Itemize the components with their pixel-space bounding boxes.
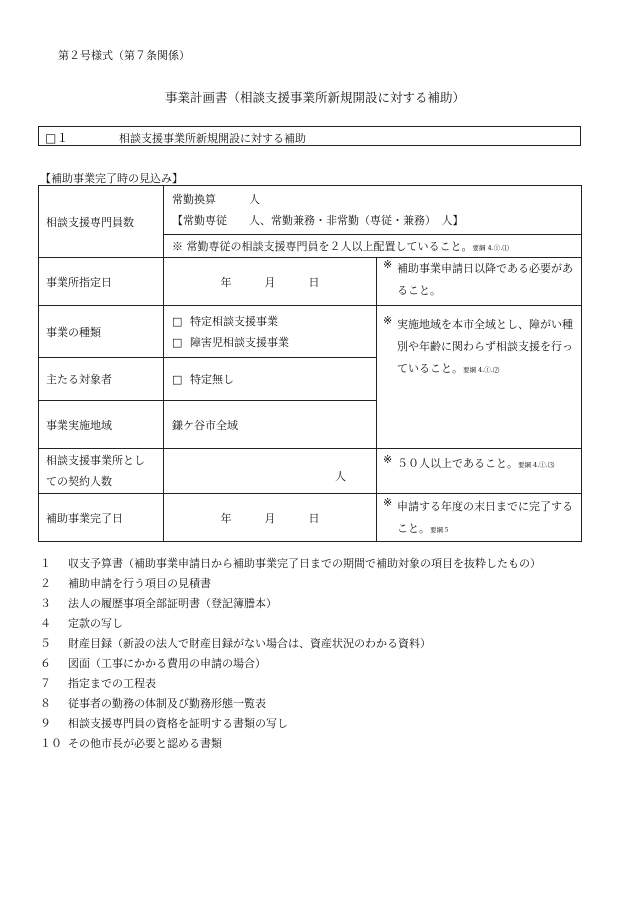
subsidy-type-box — [38, 126, 581, 146]
row-designation — [39, 258, 582, 306]
business-type-options — [164, 306, 377, 358]
list-item: １０ その他市長が必要と認める書類 — [40, 737, 222, 750]
list-item: ３ 法人の履歴事項全部証明書（登記簿謄本） — [40, 597, 277, 610]
designation-note-text: 補助事業申請日以降である必要があること。 — [397, 262, 573, 297]
designation-label: 事業所指定日 — [39, 258, 164, 306]
list-item: ２ 補助申請を行う項目の見積書 — [40, 577, 211, 590]
document-title: 事業計画書（相談支援事業所新規開設に対する補助） — [164, 90, 465, 105]
row-contracts — [39, 449, 582, 494]
note-mark: ※ — [383, 453, 393, 466]
note-mark: ※ — [383, 314, 393, 327]
subsidy-type-checkbox[interactable]: □１ — [45, 131, 69, 145]
business-type-note-ref: 要綱 4.①.⑵ — [463, 366, 500, 374]
note-mark: ※ — [383, 496, 393, 509]
business-type-note-text: 実施地域を本市全域とし、障がい種別や年齢に関わらず相談支援を行っていること。 — [397, 318, 573, 375]
contracts-label: 相談支援事業所とし ての契約人数 — [39, 449, 164, 494]
option-specific-consultation[interactable]: □ 特定相談支援事業 — [172, 311, 376, 332]
completion-note: ※ 申請する年度の末日までに完了すること。要綱５ — [377, 494, 582, 542]
note-mark: ※ — [383, 258, 393, 271]
checkbox-target[interactable]: □ — [172, 373, 183, 386]
option-child-consultation[interactable]: □ 障害児相談支援事業 — [172, 332, 376, 353]
list-item: ８ 従事者の勤務の体制及び勤務形態一覧表 — [40, 697, 266, 710]
subsidy-type-label: 相談支援事業所新規開設に対する補助 — [119, 132, 306, 145]
designation-note — [377, 258, 582, 306]
list-item: ６ 図面（工事にかかる費用の申請の場合） — [40, 657, 266, 670]
list-item: ９ 相談支援専門員の資格を証明する書類の写し — [40, 717, 288, 730]
plan-table — [38, 185, 582, 542]
staff-fte: 常勤換算 人 — [172, 193, 260, 206]
staff-label: 相談支援専門員数 — [39, 186, 164, 258]
completion-note-ref: 要綱５ — [430, 526, 450, 534]
contracts-note-ref: 要綱 4.①.⑶ — [518, 461, 555, 469]
attachments-list — [40, 554, 541, 754]
target-label: 主たる対象者 — [39, 358, 164, 401]
area-value: 鎌ケ谷市全域 — [164, 401, 377, 449]
staff-note-text: ※ 常勤専従の相談支援専門員を２人以上配置していること。 — [172, 240, 473, 253]
row-staff — [39, 186, 582, 235]
section-heading: 【補助事業完了時の見込み】 — [40, 172, 183, 185]
staff-count-cell[interactable] — [164, 186, 582, 235]
target-option[interactable]: □ 特定無し — [164, 358, 377, 401]
staff-breakdown: 【常勤専従 人、常勤兼務・非常勤（専従・兼務） 人】 — [172, 214, 464, 227]
list-item: ７ 指定までの工程表 — [40, 677, 156, 690]
row-business-type — [39, 306, 582, 358]
contracts-count[interactable]: 人 — [164, 449, 377, 494]
area-label: 事業実施地域 — [39, 401, 164, 449]
staff-note — [164, 235, 582, 258]
contracts-note: ※ ５０人以上であること。要綱 4.①.⑶ — [377, 449, 582, 494]
business-type-note — [377, 306, 582, 449]
checkbox-specific[interactable]: □ — [172, 314, 183, 328]
list-item: ４ 定款の写し — [40, 617, 123, 630]
designation-date[interactable]: 年 月 日 — [164, 258, 377, 306]
completion-date[interactable]: 年 月 日 — [164, 494, 377, 542]
completion-label: 補助事業完了日 — [39, 494, 164, 542]
list-item: １ 収支予算書（補助事業申請日から補助事業完了日までの期間で補助対象の項目を抜粋したもの） — [40, 557, 541, 570]
list-item: ５ 財産目録（新設の法人で財産目録がない場合は、資産状況のわかる資料） — [40, 637, 431, 650]
form-number: 第２号様式（第７条関係） — [58, 49, 190, 62]
business-type-label: 事業の種類 — [39, 306, 164, 358]
staff-note-ref: 要綱 4.①.⑴ — [472, 244, 509, 252]
checkbox-child[interactable]: □ — [172, 335, 183, 349]
row-completion — [39, 494, 582, 542]
